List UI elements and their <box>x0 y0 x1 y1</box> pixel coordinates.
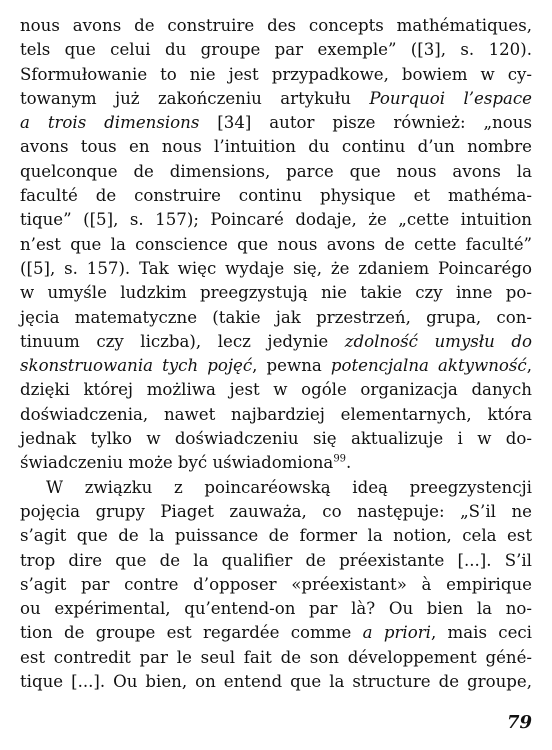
text-line <box>20 573 532 597</box>
text-line <box>20 135 532 159</box>
text-line <box>20 549 532 573</box>
text-run: tels que celui du groupe par exemple” ([3], s. 120). <box>20 40 532 60</box>
text-run: , <box>526 356 532 376</box>
text-run: faculté de construire continu physique et mathéma- <box>20 186 532 206</box>
text-line <box>20 257 532 281</box>
text-line <box>20 354 532 378</box>
text-line <box>20 403 532 427</box>
text-line <box>20 233 532 257</box>
text-run: est contredit par le seul fait de son développement géné- <box>20 647 532 667</box>
text-line <box>20 306 532 330</box>
italic-text-run: a priori <box>362 623 431 643</box>
text-line <box>20 476 532 500</box>
text-run: świadczeniu może być uświadomiona <box>20 453 334 473</box>
text-run: jęcia matematyczne (takie jak przestrzeń, grupa, con- <box>20 307 532 327</box>
text-run: s’agit par contre d’opposer «préexistant» à empirique <box>20 574 532 594</box>
text-line <box>20 451 532 475</box>
text-line <box>20 208 532 232</box>
text-run: s’agit que de la puissance de former la notion, cela est <box>20 526 532 546</box>
text-run: jednak tylko w doświadczeniu się aktualizuje i w do- <box>20 429 532 449</box>
text-line <box>20 281 532 305</box>
text-run: , pewna <box>252 356 331 376</box>
text-line <box>20 111 532 135</box>
text-line <box>20 646 532 670</box>
italic-text-run: zdolność umysłu do <box>344 331 532 351</box>
text-run: W związku z poincaréowską ideą preegzystencji <box>46 477 532 497</box>
text-line <box>20 184 532 208</box>
text-line <box>20 330 532 354</box>
text-line <box>20 87 532 111</box>
text-run: pojęcia grupy Piaget zauważa, co następuje: „S’il ne <box>20 501 532 521</box>
text-run: , mais ceci <box>430 623 532 643</box>
italic-text-run: skonstruowania tych pojęć <box>20 356 253 376</box>
text-line <box>20 378 532 402</box>
text-run: tique” ([5], s. 157); Poincaré dodaje, że „cette intuition <box>20 210 532 230</box>
text-run: trop dire que de la qualifier de préexistante [...]. S’il <box>20 550 532 570</box>
text-run: tinuum czy liczba), lecz jedynie <box>20 331 345 351</box>
italic-text-run: Pourquoi l’espace <box>369 88 533 108</box>
text-run: towanym już zakończeniu artykułu <box>20 88 370 108</box>
text-run: . <box>346 453 352 473</box>
text-line <box>20 670 532 694</box>
text-run: avons tous en nous l’intuition du continu d’un nombre <box>20 137 532 157</box>
text-line <box>20 14 532 38</box>
text-run: tique [...]. Ou bien, on entend que la structure de groupe, <box>20 672 532 692</box>
text-line <box>20 160 532 184</box>
body-text <box>20 14 532 694</box>
italic-text-run: potencjalna aktywność <box>330 356 527 376</box>
text-line <box>20 597 532 621</box>
page-number: 79 <box>506 712 532 733</box>
text-run: ou expérimental, qu’entend-on par là? Ou bien la no- <box>20 599 532 619</box>
italic-text-run: a trois dimensions <box>20 113 200 133</box>
text-run: nous avons de construire des concepts mathématiques, <box>20 16 532 35</box>
text-line <box>20 427 532 451</box>
text-run: tion de groupe est regardée comme <box>20 623 363 643</box>
text-run: w umyśle ludzkim preegzystują nie takie czy inne po- <box>20 283 532 303</box>
text-line <box>20 524 532 548</box>
text-line <box>20 621 532 645</box>
text-run: ([5], s. 157). Tak więc wydaje się, że zdaniem Poincarégo <box>20 258 532 278</box>
footnote-marker: 99 <box>333 453 347 465</box>
text-run: n’est que la conscience que nous avons de cette faculté” <box>20 234 532 254</box>
text-run: doświadczenia, nawet najbardziej elementarnych, która <box>20 404 532 424</box>
text-line <box>20 63 532 87</box>
text-run: [34] autor pisze również: „nous <box>199 113 532 133</box>
text-line <box>20 500 532 524</box>
text-run: Sformułowanie to nie jest przypadkowe, bowiem w cy- <box>20 64 532 84</box>
text-line <box>20 38 532 62</box>
text-run: quelconque de dimensions, parce que nous avons la <box>20 161 532 181</box>
text-run: dzięki której możliwa jest w ogóle organizacja danych <box>20 380 532 400</box>
